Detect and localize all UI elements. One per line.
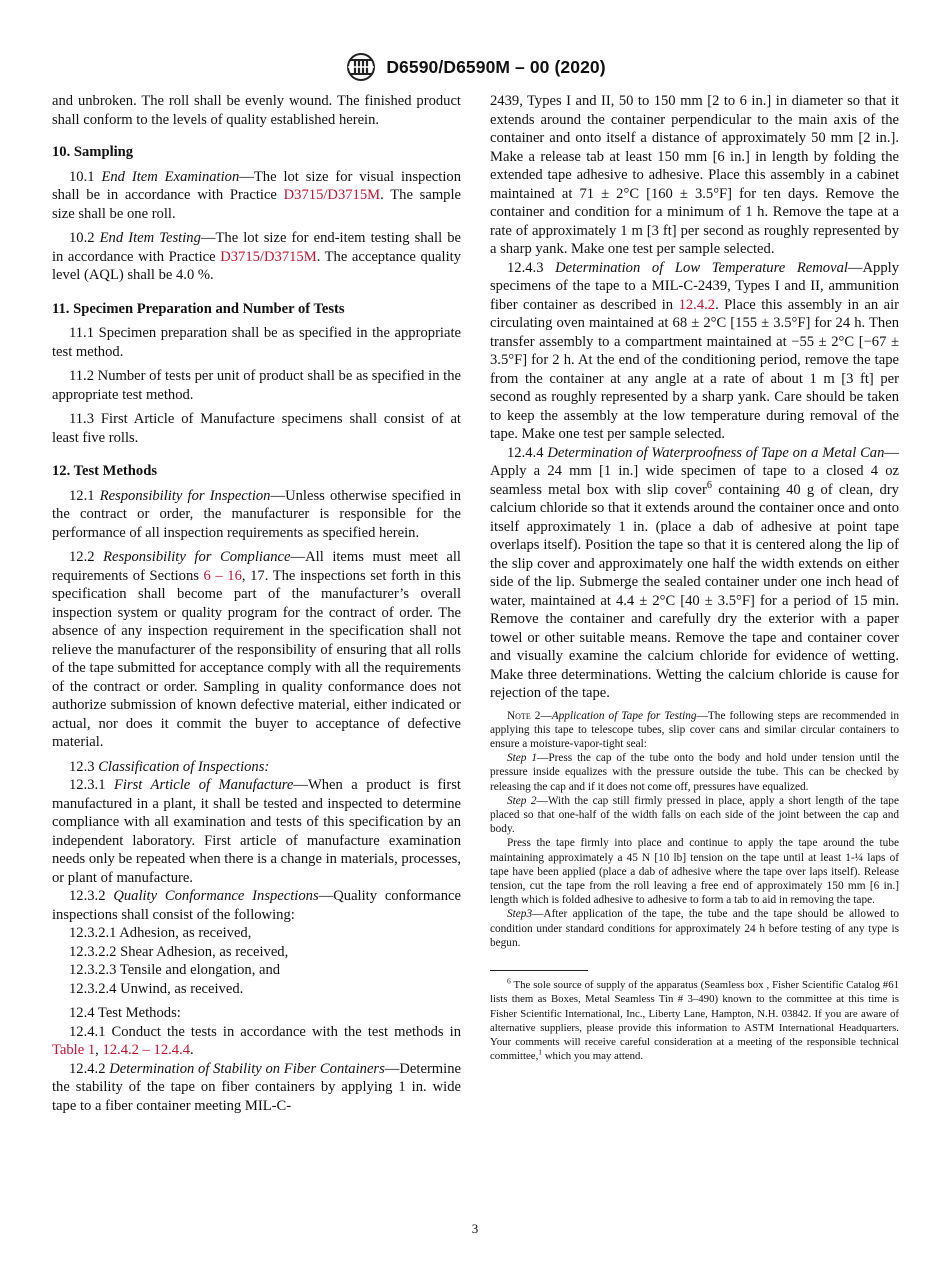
page-number: 3: [471, 1221, 479, 1236]
list-item: 12.3.2.1 Adhesion, as received,: [69, 925, 252, 941]
note-step-3: Step3—After application of the tape, the tube and the tape should be allowed to condition under standard conditions for approximately 24 h before testing of any type is begun.: [490, 908, 899, 949]
page-header: [0, 52, 950, 87]
paragraph-12-3-2: 12.3.2 Quality Conformance Inspections—Quality conformance inspections shall consist of the following:: [52, 888, 461, 923]
paragraph-12-4-1: 12.4.1 Conduct the tests in accordance with the test methods in Table 1, 12.4.2 – 12.4.4.: [52, 1023, 461, 1058]
section-10-heading: 10. Sampling: [52, 144, 134, 160]
footnote-divider: [490, 970, 588, 971]
link-sections-6-16[interactable]: 6 – 16: [203, 567, 242, 584]
standard-designation: D6590/D6590M – 00 (2020): [386, 56, 606, 77]
note-step-2: Step 2—With the cap still firmly pressed in place, apply a short length of the tape placed so that one-half of the width falls on each side of the joint between the cap and body.: [490, 794, 899, 836]
paragraph-12-4-3: 12.4.3 Determination of Low Temperature Removal—Apply specimens of the tape to a MIL-C-2439, Types I and II, ammunition fiber container as described in 12.4.2. Place this assembly in an air circulating oven maintained at 68 ± 2°C [155 ± 3.5°F] for 24 h. Then transfer assembly to a compartment maintained at −55 ± 2°C [−67 ± 3.5°F] for 2 h. At the end of the conditioning period, remove the tape from the container at any angle at a rate of about 1 m [3 ft] per second as roughly represented by a sharp yank. Care should be taken to keep the assembly at the low temperature during removal of the tape. Make one test per sample selected.: [490, 259, 899, 442]
paragraph-11-2: 11.2 Number of tests per unit of product shall be as specified in the appropriate test method.: [52, 368, 461, 403]
left-column: [52, 92, 461, 1115]
astm-logo-icon: [344, 52, 378, 82]
note-step-2-continued: Press the tape firmly into place and continue to apply the tape around the tube maintaining approximately a 45 N [10 lb] tension on the tape until at least 1-¼ laps of tape have been applied (place a dab of adhesive where the tape over laps itself). Release tension, cut the tape from the roll leaving a free end of approximately 150 mm [6 in.] length which is folded adhesive to adhesive to form a tab to aid in removing the tape.: [490, 837, 899, 907]
continued-paragraph: 2439, Types I and II, 50 to 150 mm [2 to 6 in.] in diameter so that it extends around the container perpendicular to the main axis of the container and onto itself a distance of approximately 50 mm [2 in.]. Make a release tab at least 150 mm [6 in.] in length by folding the extended tape adhesive to adhesive. Place this assembly in a cabinet maintained at 71 ± 2°C [160 ± 3.5°F] for ten days. Remove the container and condition for a minimum of 1 h. Remove the tape at a rate of approximately 1 m [3 ft] per second as roughly represented by a sharp yank. Make one test per sample selected.: [490, 93, 899, 257]
list-item: 12.3.2.4 Unwind, as received.: [69, 980, 244, 997]
link-table-1[interactable]: Table 1: [52, 1042, 96, 1058]
section-11-heading: 11. Specimen Preparation and Number of Tests: [52, 300, 345, 317]
list-item: 12.3.2.2 Shear Adhesion, as received,: [69, 943, 289, 960]
paragraph-12-4-4: 12.4.4 Determination of Waterproofness of Tape on a Metal Can—Apply a 24 mm [1 in.] wide specimen of tape to a closed 4 oz seamless metal box with slip cover$^6$ containing 40 g of clean, dry calcium chloride so that it extends around the container once and onto itself approximately 1 in. (place a dab of adhesive at point tape overlaps itself). Position the tape so that it is centered along the lip of the slip cover and approximately one half the width extends on either side of the lip. Submerge the sealed container under one inch head of water, maintained at 4.4 ± 2°C [40 ± 3.5°F] for a period of 15 min. Remove the container and carefully dry the exterior with a paper towel or other suitable means. Remove the tape and container cover and visually examine the calcium chloride for evidence of wetting. Make three determinations. Wetting the calcium chloride is cause for rejection of the tape.: [490, 444, 899, 701]
paragraph-12-4: 12.4 Test Methods:: [69, 1005, 181, 1021]
paragraph-11-3: 11.3 First Article of Manufacture specimens shall consist of at least five rolls.: [52, 411, 461, 446]
note-step-1: Step 1—Press the cap of the tube onto the body and hold under tension until the pressure inside equalizes with the pressure outside the tube. This can be checked by releasing the cap and if it does not come off, pressures have equalized.: [490, 752, 899, 793]
section-12-heading: 12. Test Methods: [52, 463, 158, 479]
footnote-6: $^6$ The sole source of supply of the apparatus (Seamless box , Fisher Scientific Catalog #61 lists them as Boxes, Metal Seamless Tin # 3–490) known to the committee at this time is Fisher Scientific International, Inc., Liberty Lane, Hampton, N.H. 03842. If you are aware of alternative suppliers, please provide this information to ASTM International Headquarters. Your comments will receive careful consideration at a meeting of the responsible technical committee,$^1$ which you may attend.: [490, 976, 899, 1063]
link-d3715[interactable]: D3715/D3715M: [220, 248, 317, 265]
paragraph-10-2: 10.2 End Item Testing—The lot size for end-item testing shall be in accordance with Practice D3715/D3715M. The acceptance quality level (AQL) shall be 4.0 %.: [52, 230, 461, 283]
paragraph-12-3: 12.3 Classification of Inspections:: [69, 758, 270, 775]
paragraph-10-1: 10.1 End Item Examination—The lot size for visual inspection shall be in accordance with Practice D3715/D3715M. The sample size shall be one roll.: [52, 168, 461, 222]
list-item: 12.3.2.3 Tensile and elongation, and: [69, 962, 281, 978]
paragraph-12-1: 12.1 Responsibility for Inspection—Unless otherwise specified in the contract or order, the manufacturer is responsible for the performance of all inspection requirements as specified herein.: [52, 487, 461, 541]
link-d3715[interactable]: D3715/D3715M: [283, 187, 381, 203]
paragraph-11-1: 11.1 Specimen preparation shall be as specified in the appropriate test method.: [52, 325, 461, 360]
paragraph-12-3-1: 12.3.1 First Article of Manufacture—When a product is first manufactured in a plant, it shall be tested and inspected to determine compliance with all examination and tests of this specification by an independent laboratory. First article of manufacture examination needs only be repeated when there is a change in materials, processes, or plant of manufacture.: [52, 777, 461, 886]
right-column: [490, 92, 899, 1064]
continued-paragraph: and unbroken. The roll shall be evenly wound. The finished product shall conform to the levels of quality established herein.: [52, 93, 461, 128]
paragraph-12-2: 12.2 Responsibility for Compliance—All items must meet all requirements of Sections 6 – 16, 17. The inspections set forth in this specification shall become part of the manufacturer’s overall inspection system or quality program for the contract of order. The absence of any inspection requirement in the specification shall not relieve the manufacturer of the responsibility of ensuring that all rolls of the tape submitted for acceptance comply with all the requirements of the contract or order. Sampling in quality conformance does not authorize submission of known defective material, either indicated or actual, nor does it commit the buyer to acceptance of defective material.: [52, 549, 461, 750]
footnote-ref-6: 6: [706, 479, 712, 491]
note-2: Note 2—Application of Tape for Testing—The following steps are recommended in applying this tape to telescope tubes, slip cover cans and similar circular containers to ensure a moisture-vapor-tight seal:: [490, 709, 899, 750]
link-12-4-2-to-12-4-4[interactable]: 12.4.2 – 12.4.4: [102, 1042, 191, 1058]
paragraph-12-4-2: 12.4.2 Determination of Stability on Fiber Containers—Determine the stability of the tape on fiber containers by applying 1 in. wide tape to a fiber container meeting MIL-C-: [52, 1060, 461, 1114]
link-12-4-2[interactable]: 12.4.2: [678, 296, 716, 313]
